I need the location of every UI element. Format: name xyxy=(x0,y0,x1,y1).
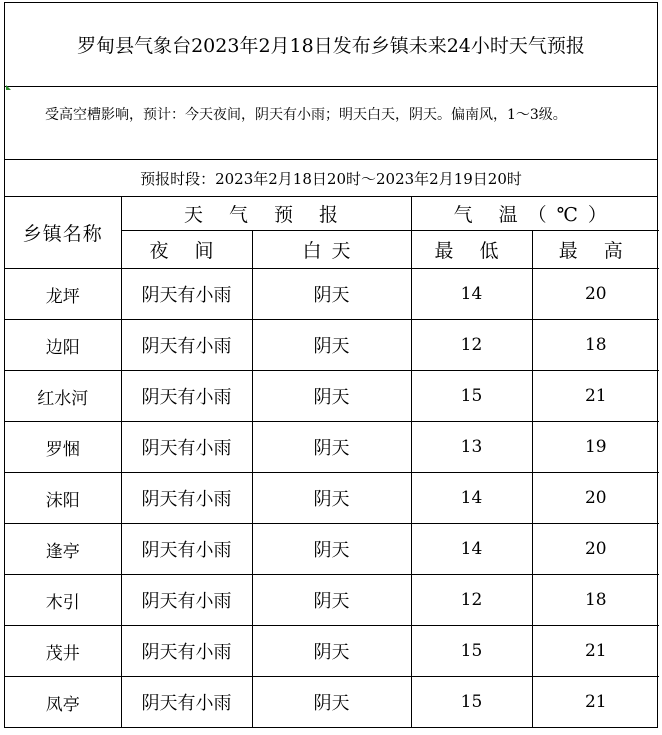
town-cell: 沫阳 xyxy=(5,473,121,524)
low-cell: 14 xyxy=(411,524,532,575)
high-cell: 18 xyxy=(532,320,659,371)
day-cell: 阴天 xyxy=(252,677,411,728)
table-row xyxy=(5,320,659,371)
header-town: 乡镇名称 xyxy=(5,197,121,269)
night-cell: 阴天有小雨 xyxy=(121,524,252,575)
day-cell: 阴天 xyxy=(252,371,411,422)
low-cell: 12 xyxy=(411,320,532,371)
day-cell: 阴天 xyxy=(252,626,411,677)
comment-marker-icon xyxy=(6,85,11,90)
header-day: 白天 xyxy=(252,231,411,269)
high-cell: 20 xyxy=(532,269,659,320)
forecast-table xyxy=(5,197,659,727)
header-weather-group: 天 气 预 报 xyxy=(121,197,411,231)
table-row xyxy=(5,626,659,677)
low-cell: 15 xyxy=(411,677,532,728)
high-cell: 18 xyxy=(532,575,659,626)
table-row xyxy=(5,473,659,524)
town-cell: 边阳 xyxy=(5,320,121,371)
town-cell: 罗悃 xyxy=(5,422,121,473)
table-row xyxy=(5,677,659,728)
town-cell: 木引 xyxy=(5,575,121,626)
high-cell: 20 xyxy=(532,524,659,575)
header-temp-group: 气 温（℃） xyxy=(411,197,659,231)
forecast-sheet xyxy=(4,2,658,728)
low-cell: 12 xyxy=(411,575,532,626)
header-low: 最 低 xyxy=(411,231,532,269)
header-high: 最 高 xyxy=(532,231,659,269)
high-cell: 21 xyxy=(532,626,659,677)
forecast-summary: 受高空槽影响，预计：今天夜间，阴天有小雨；明天白天，阴天。偏南风，1～3级。 xyxy=(5,87,657,160)
night-cell: 阴天有小雨 xyxy=(121,473,252,524)
town-cell: 凤亭 xyxy=(5,677,121,728)
table-row xyxy=(5,422,659,473)
night-cell: 阴天有小雨 xyxy=(121,320,252,371)
forecast-title-text: 罗甸县气象台2023年2月18日发布乡镇未来24小时天气预报 xyxy=(77,35,585,57)
table-row xyxy=(5,524,659,575)
town-cell: 茂井 xyxy=(5,626,121,677)
town-cell: 龙坪 xyxy=(5,269,121,320)
town-cell: 红水河 xyxy=(5,371,121,422)
high-cell: 21 xyxy=(532,371,659,422)
low-cell: 14 xyxy=(411,473,532,524)
high-cell: 19 xyxy=(532,422,659,473)
forecast-title xyxy=(5,3,657,87)
night-cell: 阴天有小雨 xyxy=(121,626,252,677)
day-cell: 阴天 xyxy=(252,422,411,473)
day-cell: 阴天 xyxy=(252,524,411,575)
low-cell: 13 xyxy=(411,422,532,473)
day-cell: 阴天 xyxy=(252,320,411,371)
table-row xyxy=(5,269,659,320)
night-cell: 阴天有小雨 xyxy=(121,269,252,320)
forecast-period: 预报时段：2023年2月18日20时～2023年2月19日20时 xyxy=(5,160,657,197)
low-cell: 15 xyxy=(411,626,532,677)
low-cell: 14 xyxy=(411,269,532,320)
night-cell: 阴天有小雨 xyxy=(121,422,252,473)
header-night: 夜 间 xyxy=(121,231,252,269)
high-cell: 21 xyxy=(532,677,659,728)
day-cell: 阴天 xyxy=(252,575,411,626)
night-cell: 阴天有小雨 xyxy=(121,575,252,626)
town-cell: 逢亭 xyxy=(5,524,121,575)
night-cell: 阴天有小雨 xyxy=(121,677,252,728)
high-cell: 20 xyxy=(532,473,659,524)
day-cell: 阴天 xyxy=(252,269,411,320)
table-row xyxy=(5,575,659,626)
night-cell: 阴天有小雨 xyxy=(121,371,252,422)
day-cell: 阴天 xyxy=(252,473,411,524)
low-cell: 15 xyxy=(411,371,532,422)
table-row xyxy=(5,371,659,422)
